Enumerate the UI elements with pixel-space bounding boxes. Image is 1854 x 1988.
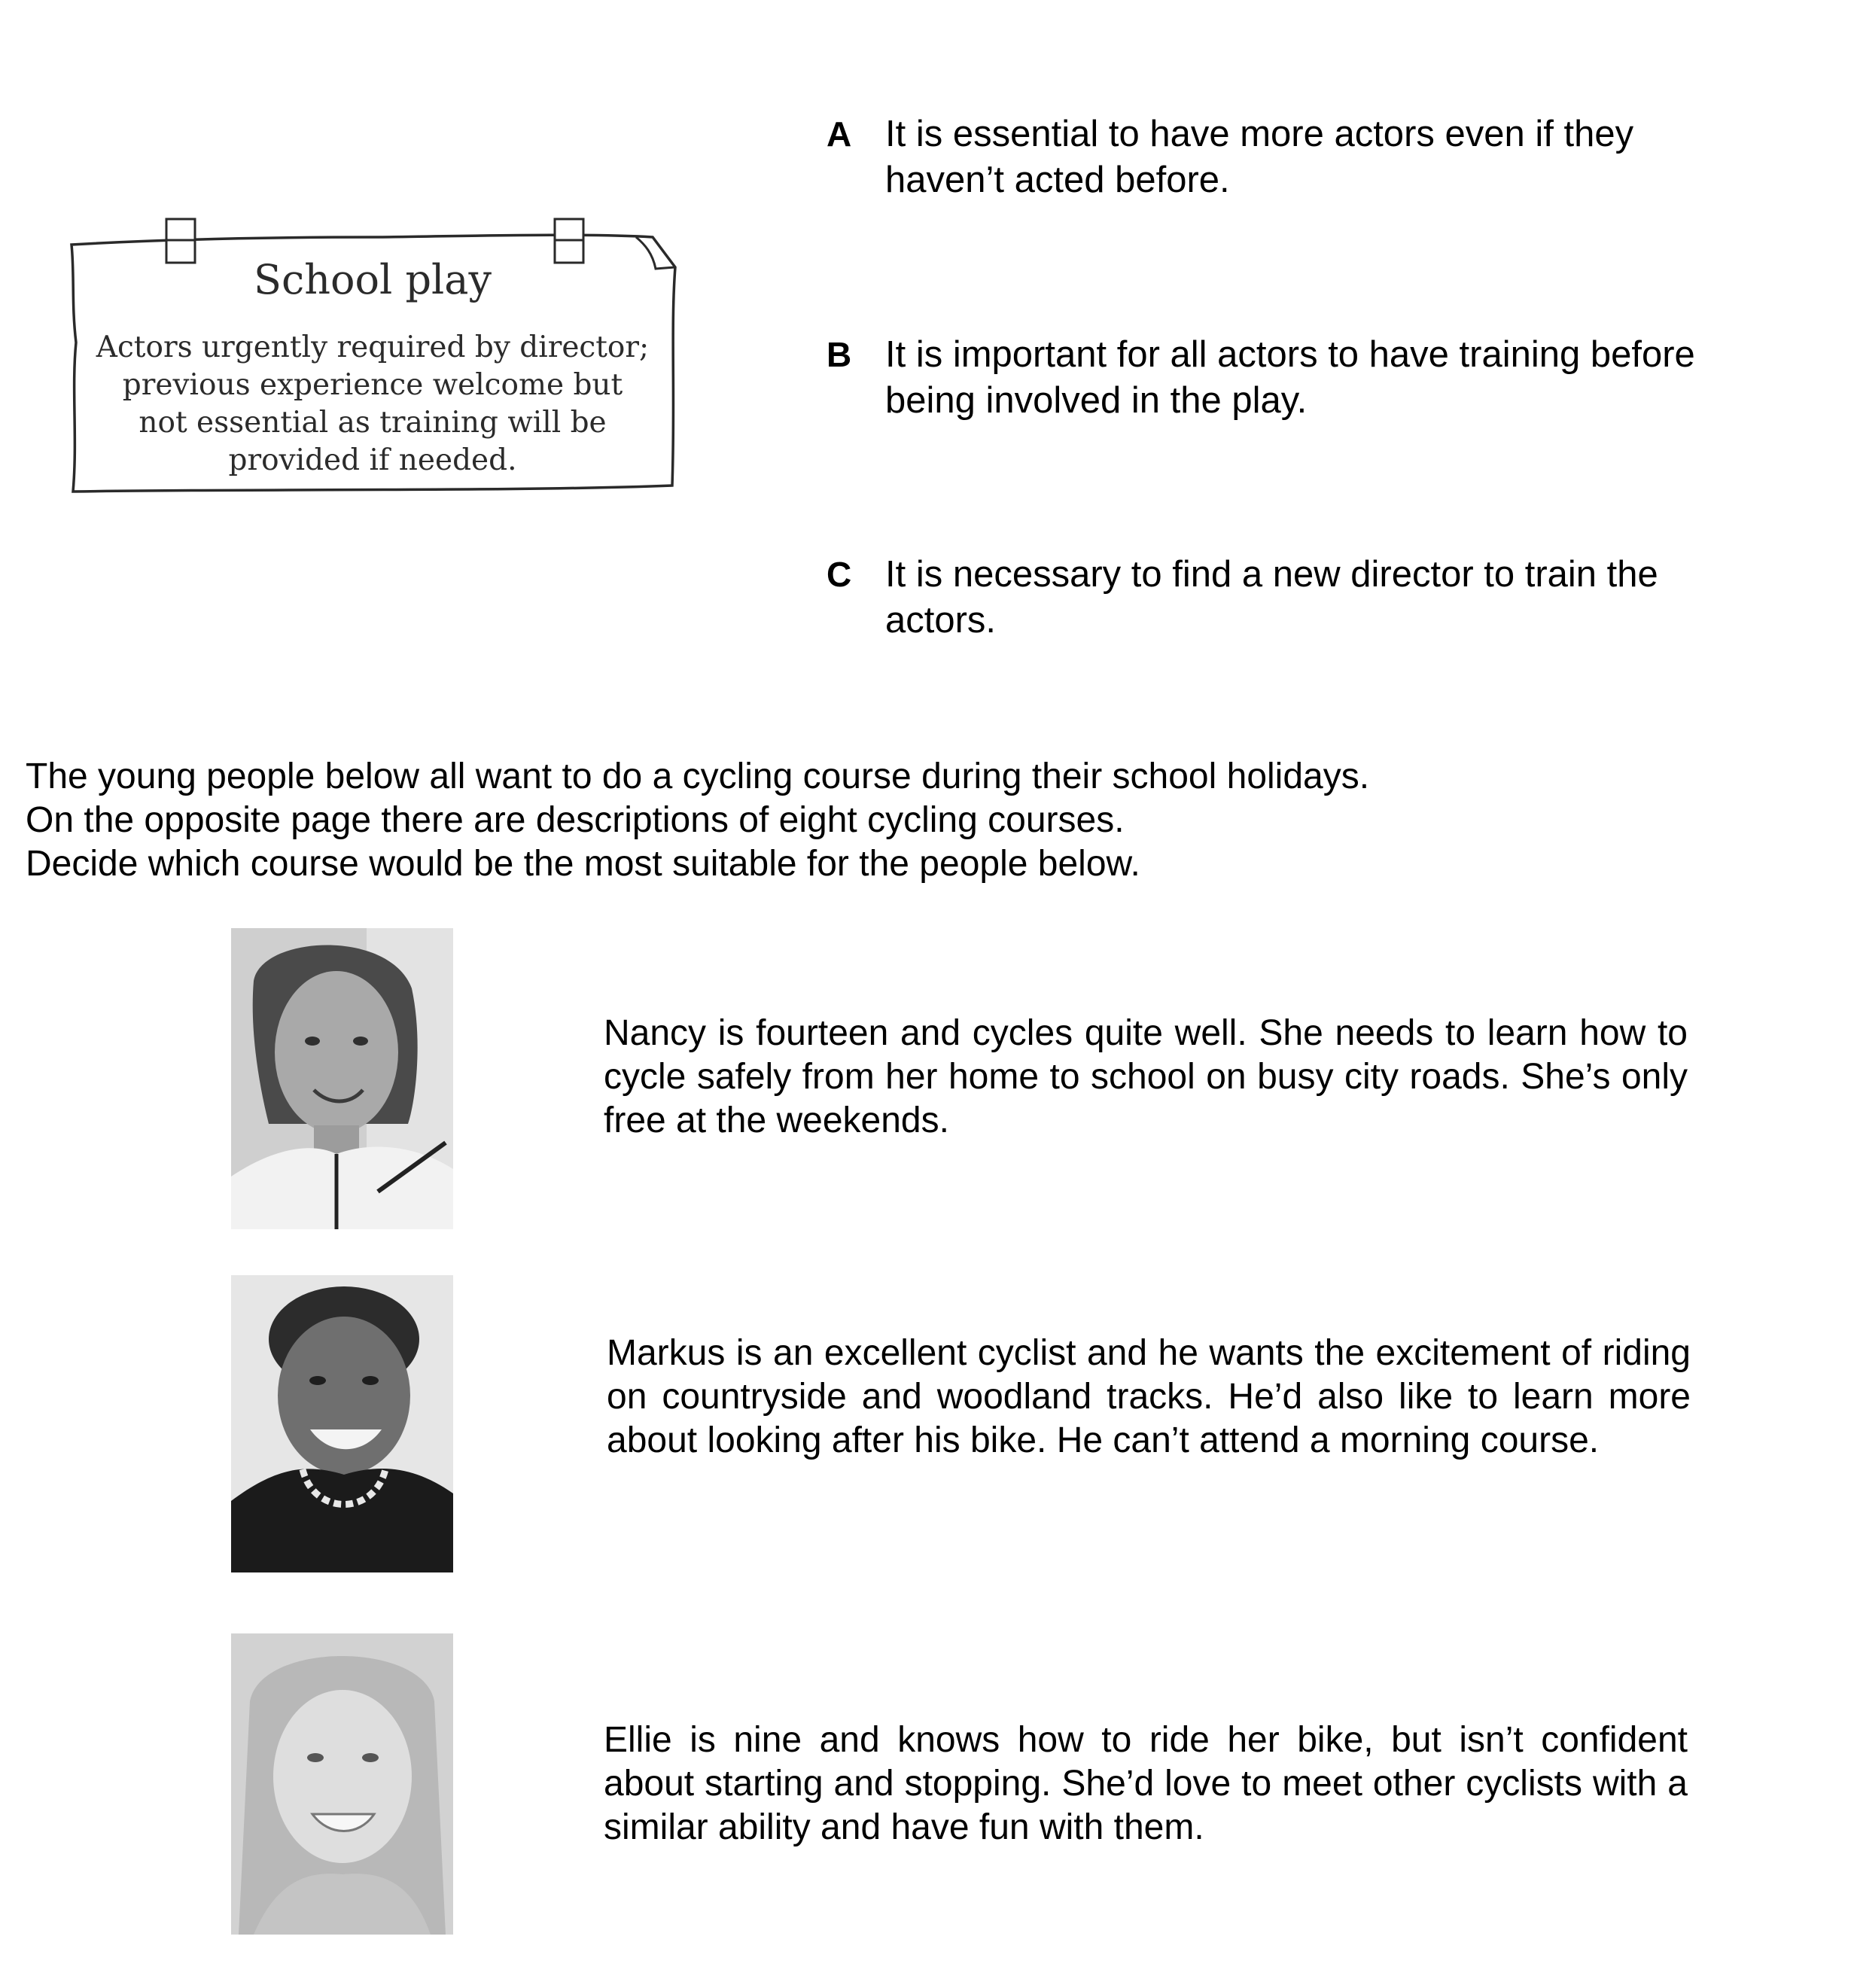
option-text: It is essential to have more actors even if they haven’t acted before.	[885, 114, 1634, 200]
instruction-line: The young people below all want to do a cycling course during their school holidays.	[26, 757, 1370, 796]
option-letter: A	[827, 114, 852, 154]
notice-title: School play	[253, 256, 492, 303]
instruction-line: On the opposite page there are descriptions of eight cycling courses.	[26, 800, 1125, 840]
instruction-line: Decide which course would be the most suitable for the people below.	[26, 844, 1140, 884]
option-b[interactable]	[827, 332, 1745, 430]
markus-description: Markus is an excellent cyclist and he wants the excitement of riding on countryside and woodland tracks. He’d also like to learn more about looking after his bike. He can’t attend a morning course.	[607, 1333, 1691, 1460]
option-c[interactable]	[827, 552, 1745, 650]
instructions	[26, 755, 1757, 886]
school-play-notice	[64, 215, 681, 501]
option-a[interactable]	[827, 111, 1745, 209]
option-letter: C	[827, 555, 852, 594]
ellie-description: Ellie is nine and knows how to ride her bike, but isn’t confident about starting and stopping. She’d love to meet other cyclists with a similar ability and have fun with them.	[604, 1720, 1688, 1847]
option-text: It is necessary to find a new director to train the actors.	[885, 554, 1658, 641]
option-letter: B	[827, 335, 852, 374]
nancy-photo	[231, 928, 453, 1229]
markus-photo	[231, 1275, 453, 1572]
ellie-photo	[231, 1633, 453, 1935]
nancy-description: Nancy is fourteen and cycles quite well. She needs to learn how to cycle safely from her home to school on busy city roads. She’s only free at the weekends.	[604, 1013, 1688, 1140]
option-text: It is important for all actors to have training before being involved in the play.	[885, 334, 1695, 421]
notice-body: Actors urgently required by director; previous experience welcome but not essential as training will be provided if needed.	[96, 330, 650, 477]
